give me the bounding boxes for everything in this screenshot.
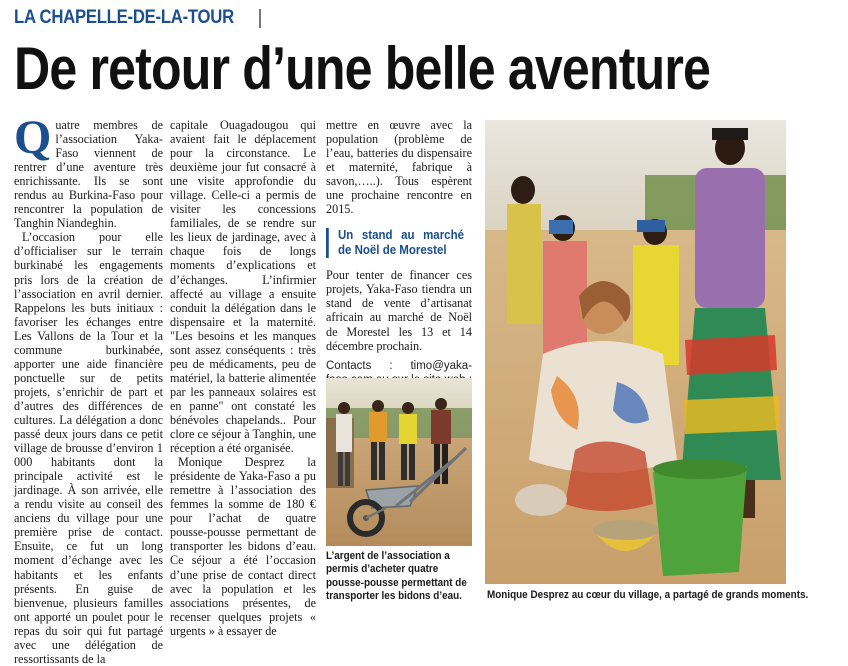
article-paragraph: capitale Ouagadougou qui avaient fait le déplacement pour la circonstance. Le deuxième jour fut consacré à une visite approfondie du village. Celle-ci a permis de visiter les concessions familiales, de se rendre sur les lieux de jardinage, avec à chaque fois de longs moments d’explications et d’échanges. L’infirmier affecté au village a ensuite conduit la délégation dans le dispensaire et la maternité. "Les besoins et les manques sont assez conséquents : très peu de médicaments, peu de matériel, la batterie alimentée par les panneaux solaires est en panne" ont constaté les bénévoles chapelands.. Pour clore ce séjour à Tanghin, une réception a été organisée.	[170, 118, 316, 456]
rubric-label: LA CHAPELLE-DE-LA-TOUR	[14, 7, 234, 28]
article-paragraph: L’occasion pour elle d’officialiser sur le terrain burkinabé les engagements pris lors de la création de l’association en avril dernier. Rappelons les buts initiaux : favoriser les échanges entre Les Vallons de la Tour et la commune burkinabée, apporter une aide financière ponctuelle sur de petits projets, s’enrichir de part et d’autres des différences de cultures. La délégation a donc passé deux jours dans ce petit village de brousse d’environ 1 000 habitants dont la principale activité est le jardinage. À son arrivée, elle a rendu visite au conseil des anciens du village pour une première prise de contact. Ensuite, ce fut un long moment d’échange avec les habitants et les enfants présents. En guise de bienvenue, plusieurs familles ont apporté un poulet pour le repas du soir qui fut partagé avec une délégation de ressortissants de la	[14, 230, 163, 666]
subheading: Un stand au marché de Noël de Morestel	[326, 228, 464, 258]
article-column-2	[170, 118, 316, 638]
article-paragraph: mettre en œuvre avec la population (problème de l’eau, batteries du dispensaire et maternité, fabrique à savon,…..). Tous espèrent une prochaine rencontre en 2015.	[326, 118, 472, 217]
lead-paragraph-text: uatre membres de l’association Yaka-Faso viennent de rentrer d’une aventure très enrichissante. Ils se sont rendus au Burkina-Faso pour rencontrer la population de Tanghin Niandeghin.	[14, 118, 163, 231]
headline	[14, 36, 794, 102]
wheelbarrow-photo	[326, 378, 472, 546]
section-rubric	[14, 6, 264, 30]
rubric-divider	[259, 9, 261, 28]
article-paragraph: Monique Desprez la présidente de Yaka-Faso a pu remettre à l’association des femmes la somme de 180 € pour l’achat de quatre pousse-pousse permettant de transporter les bidons d’eau. Ce séjour a été l’occasion d’une prise de contact direct avec la population et les associations présentes, de recenser quelques projets « urgents » à essayer de	[170, 455, 316, 638]
village-caption: Monique Desprez au cœur du village, a partagé de grands moments.	[487, 589, 809, 601]
headline-text: De retour d’une belle aventure	[14, 35, 711, 102]
village-photo	[485, 120, 786, 584]
article-column-3	[326, 118, 472, 401]
article-paragraph	[14, 111, 163, 231]
contact-info: Contacts : timo@yaka-	[326, 359, 472, 372]
article-column-1	[14, 111, 163, 666]
wheelbarrow-caption: L’argent de l’association a permis d’acheter quatre pousse-pousse permettant de transporter les bidons d’eau.	[326, 550, 467, 603]
article-paragraph: Pour tenter de financer ces projets, Yaka-Faso tiendra un stand de vente d’artisanat africain au marché de Noël de Morestel les 13 et 14 décembre prochain.	[326, 268, 472, 353]
drop-cap: Q	[14, 111, 52, 164]
